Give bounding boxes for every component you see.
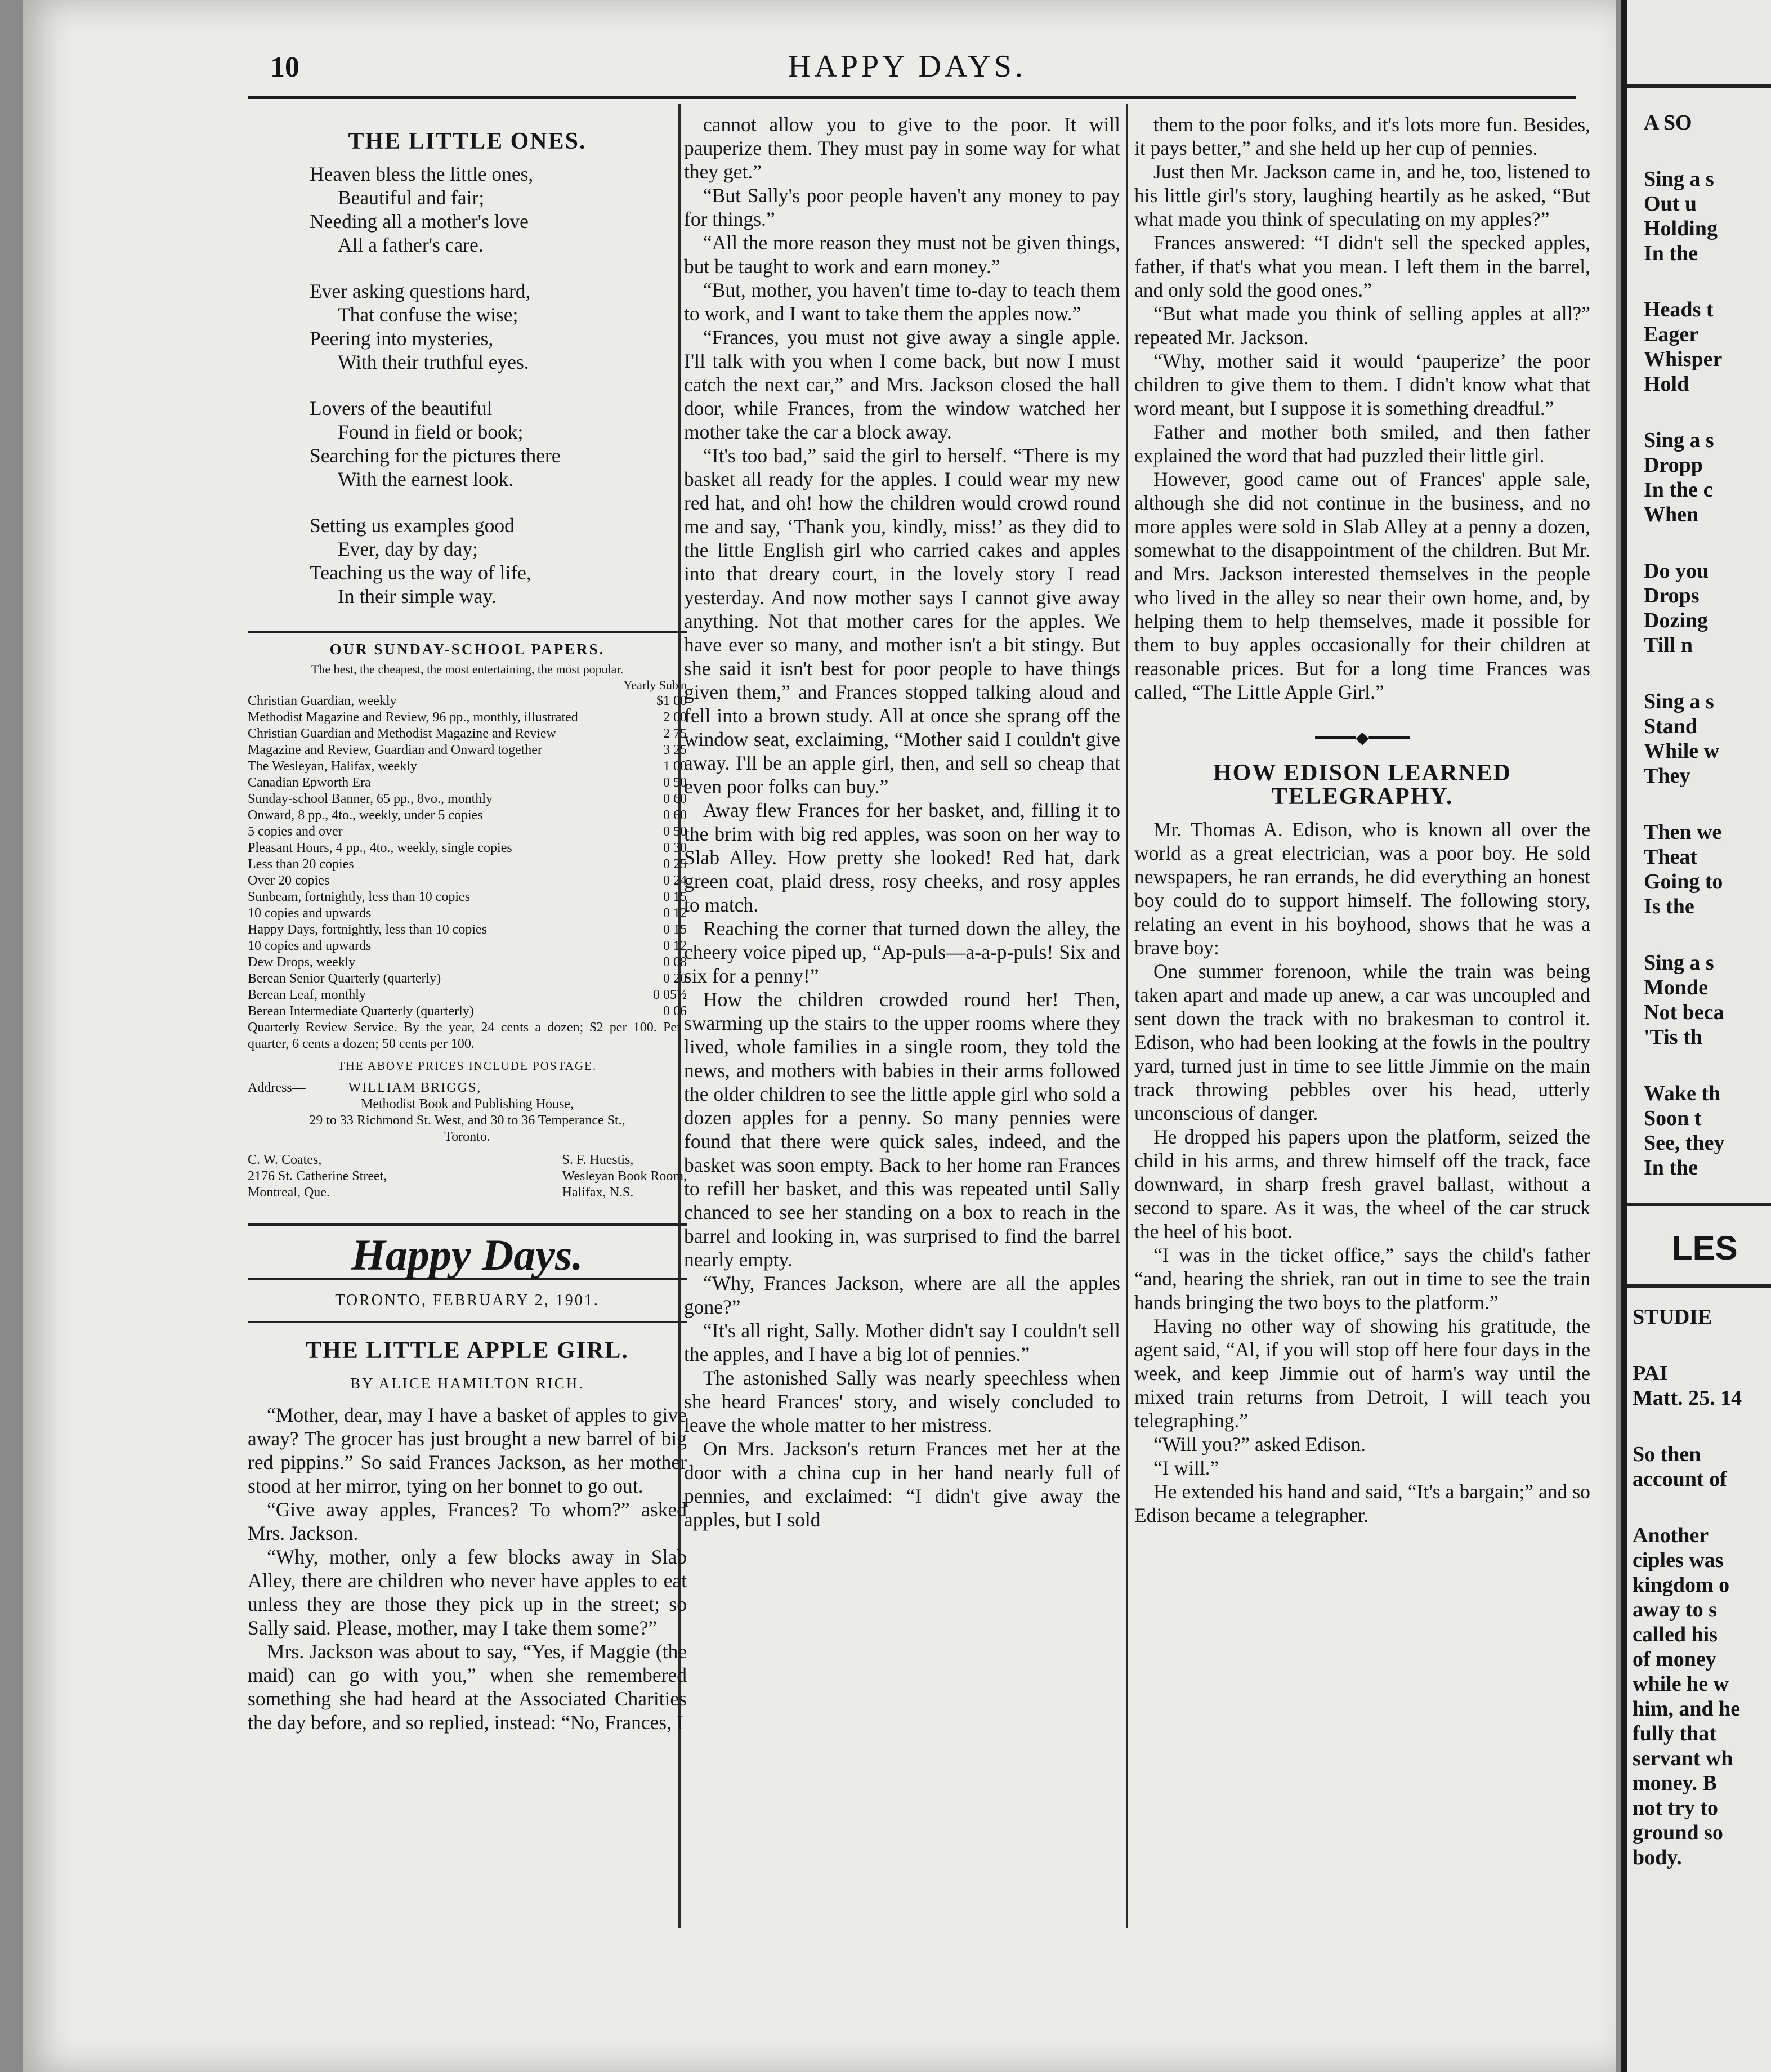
price-row — [248, 1020, 687, 1052]
adjacent-line: ciples was — [1633, 1548, 1724, 1572]
poem-line: In their simple way. — [338, 585, 497, 608]
paper-price: 3 25 — [663, 743, 687, 757]
paper-name: Methodist Magazine and Review, 96 pp., monthly, illustrated — [248, 710, 578, 725]
paper-price: 2 00 — [663, 710, 687, 725]
paragraph: “But, mother, you haven't time to-day to teach them to work, and I want to take them the apples now.” — [684, 279, 1120, 325]
adjacent-line: Eager — [1644, 323, 1699, 346]
paper-name: Onward, 8 pp., 4to., weekly, under 5 copies — [248, 808, 483, 823]
paper-price: 0 12 — [663, 906, 687, 921]
agent-line: S. F. Huestis, — [562, 1153, 634, 1167]
paragraph: Father and mother both smiled, and then father explained the word that had puzzled their little girl. — [1134, 421, 1590, 467]
adjacent-heading: LES — [1672, 1229, 1738, 1267]
adjacent-line: Soon t — [1644, 1106, 1702, 1130]
price-rows — [248, 693, 687, 1052]
page-number: 10 — [270, 51, 299, 83]
paper-price: 0 15 — [663, 922, 687, 937]
paper-price: 0 25 — [663, 857, 687, 872]
spacer — [1633, 1329, 1771, 1361]
adjacent-line: When — [1644, 503, 1699, 526]
publisher-line: Toronto. — [444, 1129, 490, 1144]
paragraph: “Why, mother, only a few blocks away in Slab Alley, there are children who never have apples to eat unless they are those they pick up in the street; so Sally said. Please, mother, may I take them some?” — [248, 1546, 687, 1639]
adjacent-line: away to s — [1633, 1598, 1717, 1622]
paragraph: “But what made you think of selling apples at all?” repeated Mr. Jackson. — [1134, 302, 1590, 349]
paper-price: $1 00 — [656, 694, 687, 708]
paper-name: Happy Days, fortnightly, less than 10 copies — [248, 922, 488, 937]
adjacent-line: Then we — [1644, 820, 1722, 844]
poem-line: Found in field or book; — [338, 421, 524, 443]
poem-line: All a father's care. — [338, 234, 484, 256]
paper-name: Sunbeam, fortnightly, less than 10 copies — [248, 890, 471, 904]
adjacent-line: fully that — [1633, 1722, 1716, 1745]
poem-line: Ever asking questions hard, — [310, 280, 531, 302]
agent-line: Halifax, N.S. — [562, 1185, 634, 1200]
story-column-2 — [684, 113, 1120, 1531]
paper-name: Berean Leaf, monthly — [248, 988, 366, 1002]
adjacent-line: Not beca — [1644, 1001, 1724, 1024]
paper-price: 0 15 — [663, 890, 687, 904]
spacer — [1633, 1410, 1771, 1442]
adjacent-line: Theat — [1644, 845, 1697, 869]
agent-line: C. W. Coates, — [248, 1153, 322, 1167]
adjacent-line: Wake th — [1644, 1082, 1721, 1105]
adjacent-line: Is the — [1644, 895, 1694, 918]
paragraph: Just then Mr. Jackson came in, and he, too, listened to his little girl's story, laughing heartily as he asked, “But what made you think of speculating on my apples?” — [1134, 160, 1590, 230]
adjacent-line: Out u — [1644, 192, 1697, 216]
price-row — [248, 889, 687, 905]
poem-line: Beautiful and fair; — [338, 186, 485, 209]
price-row — [248, 742, 687, 758]
adjacent-line: money. B — [1633, 1771, 1717, 1795]
paper-name: 10 copies and upwards — [248, 939, 372, 953]
paragraph: Away flew Frances for her basket, and, filling it to the brim with big red apples, was soon on her way to Slab Alley. How pretty she looked! Red hat, dark green coat, plaid dress, rosy cheeks, and rosy apples to match. — [684, 799, 1120, 916]
spacer — [1633, 1492, 1771, 1523]
paragraph: Reaching the corner that turned down the alley, the cheery voice piped up, “Ap-puls—a-a-p-puls! Six and six for a penny!” — [684, 917, 1120, 987]
story-column-1 — [248, 1403, 687, 1734]
price-row — [248, 840, 687, 856]
poem-stanza — [310, 162, 687, 257]
spacer — [1644, 135, 1771, 167]
price-row — [248, 873, 687, 889]
dateline: TORONTO, FEBRUARY 2, 1901. — [248, 1280, 687, 1323]
edison-title: HOW EDISON LEARNED TELEGRAPHY. — [1213, 760, 1511, 810]
story-title: THE LITTLE APPLE GIRL. — [306, 1338, 629, 1364]
poem-line: With their truthful eyes. — [338, 351, 529, 373]
price-row — [248, 758, 687, 775]
adjacent-line: While w — [1644, 739, 1720, 763]
paper-price: 2 75 — [663, 726, 687, 741]
adjacent-line: Sing a s — [1644, 167, 1714, 191]
story-column-3 — [1134, 113, 1590, 704]
adjacent-line: kingdom o — [1633, 1573, 1730, 1597]
paper-name: 10 copies and upwards — [248, 906, 372, 921]
adjacent-line: him, and he — [1633, 1697, 1741, 1721]
spacer — [1644, 1050, 1771, 1081]
spacer — [1644, 396, 1771, 428]
paper-name: Dew Drops, weekly — [248, 955, 356, 970]
adjacent-line: In the — [1644, 242, 1698, 265]
paper-price: 1 00 — [663, 759, 687, 774]
adjacent-line: Sing a s — [1644, 690, 1714, 713]
paragraph: He dropped his papers upon the platform, seized the child in his arms, and threw himself off the track, face downward, in sharp fresh gravel ballast, without a second to spare. As it was, the wheel of the car struck the heel of his boot. — [1134, 1126, 1590, 1243]
publisher-line: Methodist Book and Publishing House, — [360, 1097, 574, 1111]
edison-article — [1134, 818, 1590, 1527]
adjacent-line: called his — [1633, 1623, 1718, 1646]
adjacent-line: while he w — [1633, 1672, 1729, 1696]
adjacent-line: servant wh — [1633, 1747, 1733, 1770]
paragraph: “Will you?” asked Edison. — [1153, 1433, 1366, 1455]
agent-halifax — [562, 1152, 687, 1201]
paragraph: “Mother, dear, may I have a basket of apples to give away? The grocer has just brought a new barrel of big red pippins.” So said Frances Jackson, as her mother stood at her mirror, tying on her bonnet to go out. — [248, 1404, 687, 1497]
paragraph: “It's too bad,” said the girl to herself. “There is my basket all ready for the apples. I could wear my new red hat, and oh! how the children would crowd round me and say, ‘Thank you, kindly, miss!’ as they did to the little English girl who carried cakes and apples into that dreary court, in the lovely story I read yesterday. And now mother says I cannot give away anything. Not that mother cares for the apples. We have ever so many, and mother isn't a bit stingy. But she said it isn't best for poor people to have things given them,” and Frances stopped talking aloud and fell into a brown study. All at once she sprang off the window seat, exclaiming, “Mother said I couldn't give away. I'll be an apple girl, then, and sell so cheap that even poor folks can buy.” — [684, 444, 1120, 798]
paper-price: 0 06 — [663, 1004, 687, 1019]
paper-name: Christian Guardian and Methodist Magazine and Review — [248, 726, 556, 741]
price-row — [248, 987, 687, 1003]
adjacent-poem — [1627, 110, 1771, 1180]
price-list-title: OUR SUNDAY-SCHOOL PAPERS. — [329, 641, 605, 658]
price-row — [248, 922, 687, 938]
adjacent-line: Do you — [1644, 559, 1709, 583]
column-3 — [1134, 113, 1590, 1527]
paper-name: Pleasant Hours, 4 pp., 4to., weekly, single copies — [248, 841, 512, 855]
poem-line: Heaven bless the little ones, — [310, 163, 534, 185]
adjacent-line: Holding — [1644, 217, 1718, 240]
paper-price: 0 24 — [663, 873, 687, 888]
adjacent-line: STUDIE — [1633, 1305, 1712, 1329]
paragraph: Mr. Thomas A. Edison, who is known all over the world as a great electrician, was a poor boy. He sold newspapers, he ran errands, he did everything an honest boy could do to support himself. The following story, relating an event in his boyhood, shows that he was a brave boy: — [1134, 818, 1590, 959]
adjacent-lesson — [1627, 1305, 1771, 1870]
paper-name: Berean Senior Quarterly (quarterly) — [248, 971, 441, 986]
adjacent-page — [1621, 0, 1771, 2072]
price-row — [248, 726, 687, 742]
paper-price: 0 20 — [663, 971, 687, 986]
adjacent-line: not try to — [1633, 1796, 1718, 1820]
adjacent-line: Dropp — [1644, 453, 1703, 477]
poem-stanza — [310, 513, 687, 608]
story-byline: BY ALICE HAMILTON RICH. — [350, 1375, 585, 1392]
header-rule — [248, 96, 1576, 99]
column-1 — [248, 113, 687, 1734]
address-label: Address— — [248, 1080, 306, 1095]
paragraph: “Give away apples, Frances? To whom?” asked Mrs. Jackson. — [248, 1498, 687, 1544]
poem-stanza — [310, 279, 687, 374]
paper-name: The Wesleyan, Halifax, weekly — [248, 759, 417, 774]
paragraph: Mrs. Jackson was about to say, “Yes, if Maggie (the maid) can go with you,” when she remembered something she had heard at the Associated Charities the day before, and so replied, instead: “No, Frances, I — [248, 1640, 687, 1734]
paragraph: However, good came out of Frances' apple sale, although she did not continue in the business, and no more apples were sold in Slab Alley at a penny a dozen, somewhat to the disappointment of the children. But Mr. and Mrs. Jackson interested themselves in the people who lived in the alley so near their own home, and, by helping them to help themselves, made it possible for them to buy apples occasionally for their children at reasonable prices. But for a long time Frances was called, “The Little Apple Girl.” — [1134, 468, 1590, 703]
poem-line: Teaching us the way of life, — [310, 561, 531, 584]
price-row — [248, 1003, 687, 1020]
paper-price: 0 50 — [663, 775, 687, 790]
adjacent-line: Whisper — [1644, 347, 1723, 371]
adjacent-line: Sing a s — [1644, 428, 1714, 452]
adjacent-line: In the — [1644, 1156, 1698, 1180]
poem-line: Searching for the pictures there — [310, 444, 561, 467]
adjacent-line: In the c — [1644, 478, 1713, 502]
publisher-name: WILLIAM BRIGGS, — [348, 1080, 482, 1095]
paper-name: Christian Guardian, weekly — [248, 694, 397, 708]
paragraph: One summer forenoon, while the train was being taken apart and made up anew, a car was uncoupled and sent down the track with no brakesman to control it. Edison, who had been looking at the fowls in the poultry yard, turned just in time to see little Jimmie on the main track throwing pebbles over his head, utterly unconscious of danger. — [1134, 960, 1590, 1124]
adjacent-line: body. — [1633, 1846, 1682, 1869]
poem-line: Peering into mysteries, — [310, 327, 494, 350]
section-divider: ━━━━◆━━━━ — [1315, 729, 1410, 747]
paper-name: Berean Intermediate Quarterly (quarterly) — [248, 1004, 474, 1019]
adjacent-line: They — [1644, 764, 1690, 788]
paragraph: “All the more reason they must not be given things, but be taught to work and earn money.” — [684, 231, 1120, 278]
adjacent-line: So then — [1633, 1443, 1701, 1466]
poem-line: Ever, day by day; — [338, 538, 478, 560]
agent-line: Wesleyan Book Room, — [562, 1169, 687, 1184]
adjacent-line: Dozing — [1644, 609, 1708, 632]
paragraph: “But Sally's poor people haven't any money to pay for things.” — [684, 184, 1120, 230]
paper-price: 0 12 — [663, 939, 687, 953]
spacer — [1644, 919, 1771, 950]
running-title: HAPPY DAYS. — [788, 49, 1026, 84]
paragraph: How the children crowded round her! Then, swarming up the stairs to the upper rooms where they lived, whole families in a single room, they told the news, and mothers with babies in their arms followed the older children to see the little apple girl who sold a dozen apples for a penny. So many pennies were found that there were quick sales, indeed, and the basket was soon empty. Back to her home ran Frances to refill her basket, and this was repeated until Sally chanced to see her standing on a box to reach in the barrel and looking in, was surprised to find the barrel nearly empty. — [684, 988, 1120, 1271]
price-row — [248, 807, 687, 824]
paragraph: On Mrs. Jackson's return Frances met her at the door with a china cup in her hand nearly full of pennies, and exclaimed: “I didn't give away the apples, but I sold — [684, 1437, 1120, 1531]
adjacent-line: Another — [1633, 1524, 1709, 1547]
paper-name: Magazine and Review, Guardian and Onward together — [248, 743, 542, 757]
adjacent-line: Heads t — [1644, 298, 1714, 321]
adjacent-line: 'Tis th — [1644, 1025, 1702, 1049]
adjacent-line: account of — [1633, 1467, 1727, 1491]
poem-line: Setting us examples good — [310, 514, 515, 537]
adjacent-line: Stand — [1644, 715, 1698, 738]
paper-name: 5 copies and over — [248, 824, 343, 839]
paper-name: Less than 20 copies — [248, 857, 354, 872]
paper-name: Quarterly Review Service. By the year, 24 cents a dozen; $2 per 100. Per quarter, 6 cents a dozen; 50 cents per 100. — [248, 1020, 681, 1051]
paper-name: Sunday-school Banner, 65 pp., 8vo., monthly — [248, 792, 493, 806]
adjacent-line: Till n — [1644, 633, 1693, 657]
poem-line: With the earnest look. — [338, 468, 514, 490]
price-row — [248, 905, 687, 922]
adjacent-line: ground so — [1633, 1821, 1723, 1845]
page-header — [259, 45, 1599, 90]
publisher-line: 29 to 33 Richmond St. West, and 30 to 36 Temperance St., — [309, 1113, 625, 1128]
poem-line: Lovers of the beautiful — [310, 397, 493, 419]
adjacent-line: A SO — [1644, 111, 1692, 135]
paper-price: 0 60 — [663, 808, 687, 823]
price-list-subtitle: The best, the cheapest, the most entertaining, the most popular. — [311, 662, 624, 676]
paragraph: The astonished Sally was nearly speechless when she heard Frances' story, and wisely concluded to leave the whole matter to her mistress. — [684, 1367, 1120, 1436]
price-row — [248, 824, 687, 840]
paper-price: 0 50 — [663, 824, 687, 839]
paper-name: Canadian Epworth Era — [248, 775, 371, 790]
adjacent-line: Monde — [1644, 976, 1708, 999]
agent-line: Montreal, Que. — [248, 1185, 330, 1200]
poem-line: Needing all a mother's love — [310, 210, 529, 233]
agent-montreal — [248, 1152, 387, 1201]
paragraph: “I will.” — [1153, 1457, 1219, 1479]
paragraph: cannot allow you to give to the poor. It will pauperize them. They must pay in some way for what they get.” — [684, 113, 1120, 183]
paper-price: 0 08 — [663, 955, 687, 970]
spacer — [1644, 266, 1771, 297]
paragraph: them to the poor folks, and it's lots more fun. Besides, it pays better,” and she held up her cup of pennies. — [1134, 113, 1590, 159]
publisher-address — [248, 1080, 687, 1201]
price-row — [248, 791, 687, 807]
paragraph: “Frances, you must not give away a single apple. I'll talk with you when I come back, but now I must catch the next car,” and Mrs. Jackson closed the hall door, while Frances, from the window watched her mother take the car a block away. — [684, 326, 1120, 443]
price-row — [248, 954, 687, 971]
price-row — [248, 709, 687, 726]
price-row — [248, 775, 687, 791]
spacer — [1644, 527, 1771, 559]
paper-price: 0 30 — [663, 841, 687, 855]
column-rule — [1126, 104, 1128, 1928]
poem-stanza — [310, 396, 687, 491]
adjacent-line: Hold — [1644, 372, 1689, 396]
adjacent-line: See, they — [1644, 1131, 1725, 1155]
price-row — [248, 856, 687, 873]
poem-title: THE LITTLE ONES. — [348, 128, 587, 154]
paragraph: He extended his hand and said, “It's a bargain;” and so Edison became a telegrapher. — [1134, 1480, 1590, 1526]
agent-line: 2176 St. Catherine Street, — [248, 1169, 387, 1184]
price-row — [248, 693, 687, 709]
adjacent-line: of money — [1633, 1647, 1716, 1671]
paragraph: “It's all right, Sally. Mother didn't say I couldn't sell the apples, and I have a big lot of pennies.” — [684, 1319, 1120, 1365]
adjacent-line: Drops — [1644, 584, 1700, 608]
spacer — [1644, 788, 1771, 820]
adjacent-line: Sing a s — [1644, 951, 1714, 975]
price-list — [248, 631, 687, 1201]
paper-price: 0 05½ — [653, 988, 687, 1002]
adjacent-line: Going to — [1644, 870, 1723, 894]
paper-price: 0 60 — [663, 792, 687, 806]
paragraph: Having no other way of showing his gratitude, the agent said, “Al, if you will stop off here four days in the week, and keep Jimmie out of harm's way until the mixed train returns from Detroit, I will teach you telegraphing.” — [1134, 1315, 1590, 1432]
price-column-label: Yearly Sub'n — [623, 678, 687, 692]
spacer — [1644, 658, 1771, 689]
paragraph: “Why, mother said it would ‘pauperize’ the poor children to give them to them. I didn't know what that word meant, but I suppose it is something dreadful.” — [1134, 350, 1590, 419]
paragraph: “Why, Frances Jackson, where are all the apples gone?” — [684, 1272, 1120, 1318]
paragraph: “I was in the ticket office,” says the child's father “and, hearing the shriek, ran out in time to see the train hands bringing the two boys to the platform.” — [1134, 1244, 1590, 1314]
adjacent-line: PAI — [1633, 1361, 1668, 1385]
price-row — [248, 938, 687, 954]
column-2 — [684, 113, 1120, 1531]
poem — [310, 162, 687, 608]
paper-name: Over 20 copies — [248, 873, 330, 888]
postage-note: THE ABOVE PRICES INCLUDE POSTAGE. — [337, 1059, 597, 1073]
price-row — [248, 971, 687, 987]
adjacent-line: Matt. 25. 14 — [1633, 1386, 1742, 1410]
masthead-title: Happy Days. — [248, 1223, 687, 1280]
paragraph: Frances answered: “I didn't sell the specked apples, father, if that's what you mean. I left them in the barrel, and only sold the good ones.” — [1134, 231, 1590, 301]
poem-line: That confuse the wise; — [338, 303, 518, 326]
